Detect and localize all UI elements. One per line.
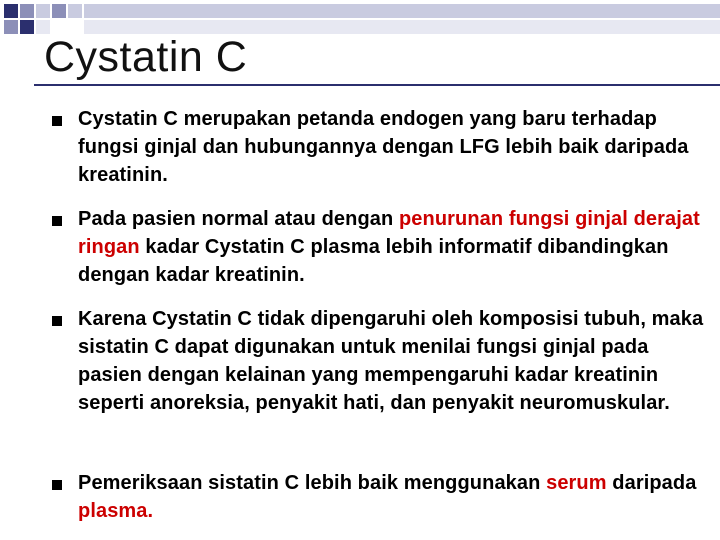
header-square-icon — [4, 4, 18, 18]
square-bullet-icon — [52, 480, 62, 490]
bullet-3-segment: Karena Cystatin C tidak dipengaruhi oleh komposisi tubuh, maka sistatin C dapat digunakan untuk menilai fungsi ginjal pada pasien dengan kelainan yang mempengaruhi kadar kreatinin seperti anoreksia, penyakit hati, dan penyakit neuromuskular. — [78, 308, 704, 414]
bullet-4-highlight: serum — [546, 472, 607, 494]
header-bar — [84, 20, 720, 34]
bullet-4-segment: daripada — [606, 472, 697, 494]
bullet-text-3 — [78, 305, 714, 417]
bullet-text-1 — [78, 105, 714, 189]
header-square-icon — [20, 20, 34, 34]
bullet-4-segment: Pemeriksaan sistatin C lebih baik menggunakan — [78, 472, 547, 494]
bullet-1-segment: Cystatin C merupakan petanda endogen yang baru terhadap fungsi ginjal dan hubungannya dengan LFG lebih baik daripada kreatinin. — [78, 108, 689, 186]
header-square-icon — [4, 20, 18, 34]
bullet-2-segment: Pada pasien normal atau dengan — [78, 208, 399, 230]
title-divider — [34, 84, 720, 86]
header-square-icon — [36, 20, 50, 34]
bullet-text-2 — [78, 205, 714, 289]
header-square-icon — [36, 4, 50, 18]
bullet-2-segment: kadar Cystatin C plasma lebih informatif dibandingkan dengan kadar kreatinin. — [78, 236, 669, 286]
square-bullet-icon — [52, 216, 62, 226]
header-square-icon — [68, 4, 82, 18]
slide-title: Cystatin C — [44, 33, 248, 81]
bullet-2-highlight: penurunan fungsi ginjal derajat ringan — [78, 208, 700, 258]
square-bullet-icon — [52, 116, 62, 126]
bullet-text-4 — [78, 469, 714, 525]
header-square-icon — [20, 4, 34, 18]
header-bar — [84, 4, 720, 18]
header-square-icon — [52, 4, 66, 18]
square-bullet-icon — [52, 316, 62, 326]
bullet-4-highlight: plasma. — [78, 500, 154, 522]
